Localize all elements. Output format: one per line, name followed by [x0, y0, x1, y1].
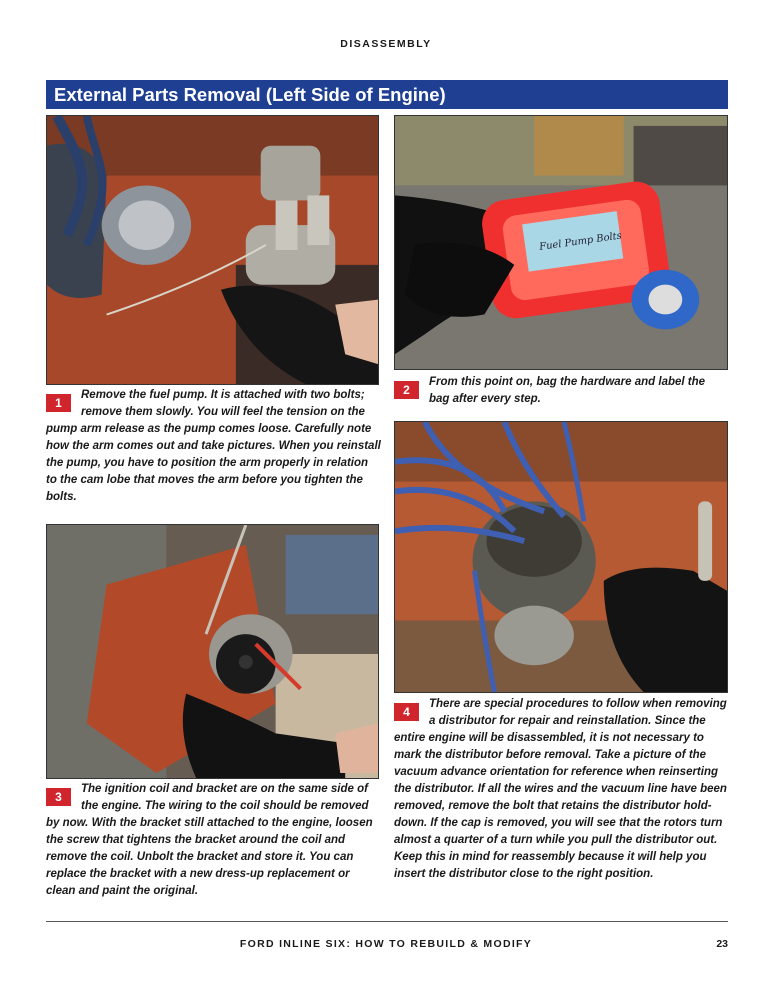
- step-badge-1: 1: [46, 394, 71, 412]
- photo-ignition-coil: [46, 524, 379, 779]
- footer-book-title: FORD INLINE SIX: HOW TO REBUILD & MODIFY: [239, 938, 533, 950]
- step-1-text: Remove the fuel pump. It is attached with two bolts; remove them slowly. You will feel the tension on the pump arm release as the pump comes loose. Carefully note how the arm comes out and take pictures. When you reinstall the pump, you have to position the arm properly in relation to the cam lobe that moves the arm before you tighten the bolts.: [46, 389, 381, 503]
- photo-fuel-pump: [46, 115, 379, 385]
- footer-divider: [46, 921, 728, 922]
- photo-distributor: [394, 421, 728, 693]
- step-3-caption: [46, 781, 381, 900]
- step-2-caption: [394, 374, 728, 408]
- page-title: External Parts Removal (Left Side of Engine): [46, 80, 728, 109]
- step-4-text: There are special procedures to follow when removing a distributor for repair and reinstallation. Since the entire engine will be disassembled, it is not necessary to mark the distributor before removal. Take a picture of the vacuum advance orientation for reference when reinserting the distributor. If all the wires and the vacuum line have been removed, remove the bolt that retains the distributor hold-down. If the cap is removed, you will see that the rotors turn almost a quarter of a turn while you pull the distributor out. Keep this in mind for reassembly because it will help you insert the distributor close to the right position.: [394, 698, 727, 880]
- page-number: 23: [716, 938, 728, 950]
- section-header: DISASSEMBLY: [340, 38, 432, 50]
- container-label-text: Fuel Pump Bolts: [538, 230, 623, 253]
- step-4-caption: [394, 696, 728, 883]
- step-badge-3: 3: [46, 788, 71, 806]
- photo-hardware-bag: [394, 115, 728, 370]
- step-badge-4: 4: [394, 703, 419, 721]
- step-1-caption: [46, 387, 381, 506]
- step-badge-2: 2: [394, 381, 419, 399]
- step-3-text: The ignition coil and bracket are on the same side of the engine. The wiring to the coil should be removed by now. With the bracket still attached to the engine, loosen the screw that tightens the bracket around the coil and remove the coil. Unbolt the bracket and store it. You can replace the bracket with a new dress-up replacement or clean and paint the original.: [46, 783, 373, 897]
- step-2-text: From this point on, bag the hardware and label the bag after every step.: [429, 376, 706, 405]
